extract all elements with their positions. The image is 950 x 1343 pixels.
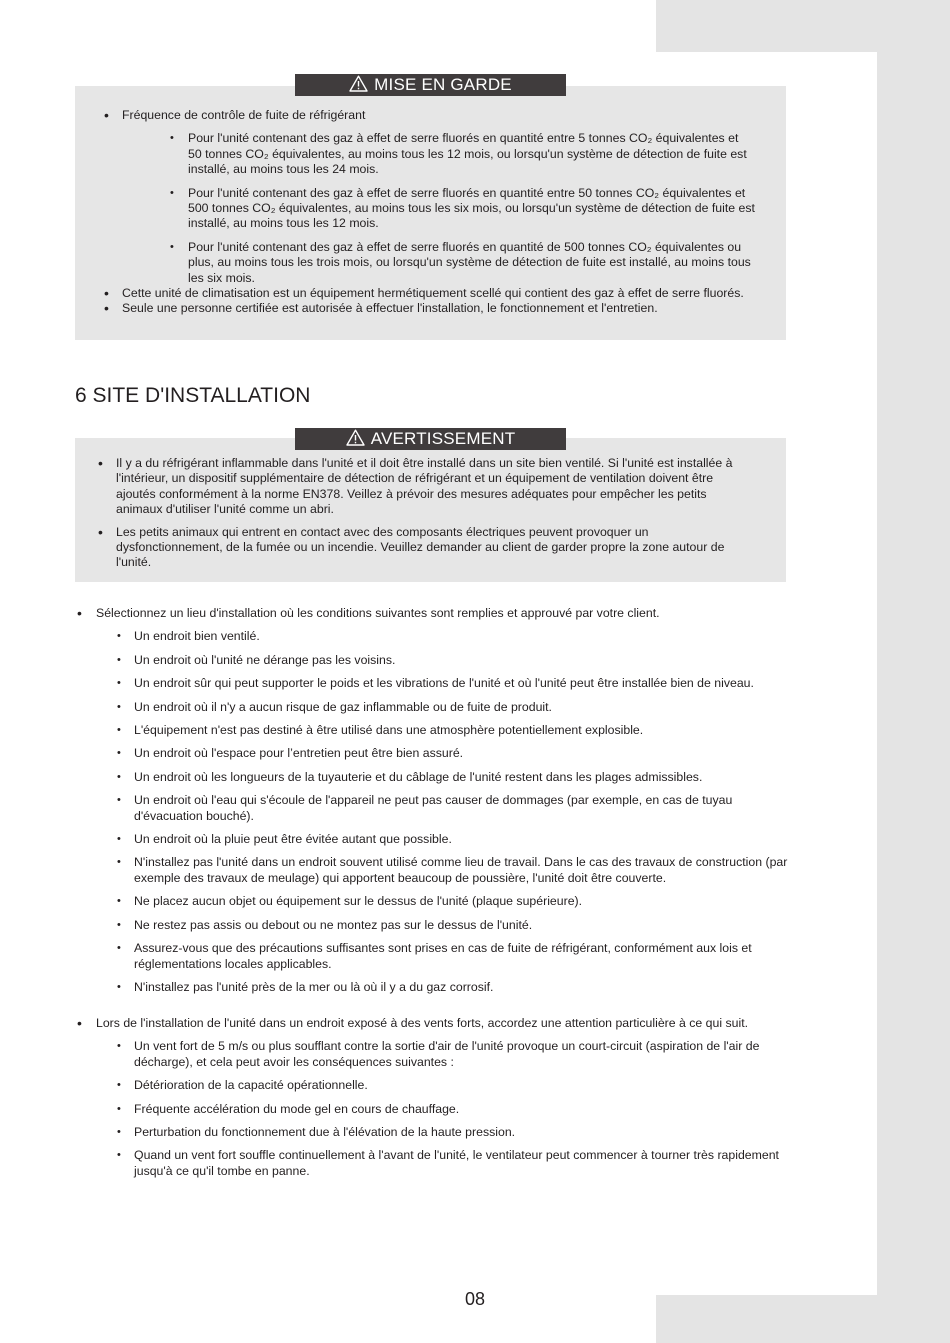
condition-item: • Un endroit où l'unité ne dérange pas les voisins. (96, 653, 795, 668)
condition-item: • Ne placez aucun objet ou équipement sur le dessus de l'unité (plaque supérieure). (96, 894, 795, 909)
condition-item: • Un endroit sûr qui peut supporter le poids et les vibrations de l'unité et où l'unité peut être installée bien de niveau. (96, 676, 795, 691)
warning-triangle-icon (346, 429, 365, 446)
page-edge-decoration (877, 0, 950, 1343)
site-conditions (75, 606, 795, 1003)
caution-header (295, 74, 566, 96)
wind-item: • Détérioration de la capacité opérationnelle. (96, 1078, 795, 1093)
site-intro: • Sélectionnez un lieu d'installation où les conditions suivantes sont remplies et approuvé par votre client. • Un endroit bien ventilé. • Un endroit où l'unité ne dérange pas les voisins. • Un endroit sûr qui peut supporter le poids et les vibrations de l'unité et où l'unité peut être installée bien de niveau. • Un endroit où il n'y a aucun risque de gaz inflammable ou de fuite de produit. • L'équipement n'est pas destiné à être utilisé dans une atmosphère potentiellement explosible. • Un endroit où l'espace pour l’entretien peut être bien assuré. • Un endroit où les longueurs de la tuyauterie et du câblage de l'unité restent dans les plages admissibles. • Un endroit où l'eau qui s'écoule de l'appareil ne peut pas causer de dommages (par exemple, en cas de tuyau d'évacuation bouché). • Un endroit où la pluie peut être évitée autant que possible. • N'installez pas l'unité dans un endroit souvent utilisé comme lieu de travail. Dans le cas des travaux de construction (par exemple des travaux de meulage) qui apportent beaucoup de poussière, l'unité doit être couverte. • Ne placez aucun objet ou équipement sur le dessus de l'unité (plaque supérieure). • Ne restez pas assis ou debout ou ne montez pas sur le dessus de l'unité. • Assurez-vous que des précautions suffisantes sont prises en cas de fuite de réfrigérant, conformément aux lois et réglementations locales applicables. • N'installez pas l'unité près de la mer ou là où il y a du gaz corrosif. (75, 606, 795, 995)
condition-item: • Un endroit où l'eau qui s'écoule de l'appareil ne peut pas causer de dommages (par exemple, en cas de tuyau d'évacuation bouché). (96, 793, 795, 824)
wind-item: • Un vent fort de 5 m/s ou plus soufflant contre la sortie d'air de l'unité provoque un court-circuit (aspiration de l'air de décharge), et cela peut avoir les conséquences suivantes : (96, 1039, 795, 1070)
condition-item: • Ne restez pas assis ou debout ou ne montez pas sur le dessus de l'unité. (96, 918, 795, 933)
wind-item: • Fréquente accélération du mode gel en cours de chauffage. (96, 1102, 795, 1117)
caution-subitem: • Pour l'unité contenant des gaz à effet de serre fluorés en quantité de 500 tonnes CO₂ équivalentes ou plus, au moins tous les trois mois, ou lorsqu'un système de détection de fuite est installé, au moins tous les six mois. (122, 240, 755, 286)
warning-header (295, 428, 566, 450)
caution-header-label: MISE EN GARDE (374, 75, 512, 94)
condition-item: • Un endroit bien ventilé. (96, 629, 795, 644)
condition-item: • N'installez pas l'unité près de la mer ou là où il y a du gaz corrosif. (96, 980, 795, 995)
section-title: 6 SITE D'INSTALLATION (75, 384, 311, 407)
condition-item: • N'installez pas l'unité dans un endroit souvent utilisé comme lieu de travail. Dans le cas des travaux de construction (par exemple des travaux de meulage) qui apportent beaucoup de poussière, l'unité doit être couverte. (96, 855, 795, 886)
warning-item: • Les petits animaux qui entrent en contact avec des composants électriques peuvent provoquer un dysfonctionnement, de la fumée ou un incendie. Veuillez demander au client de garder propre la zone autour de l'unité. (69, 525, 735, 571)
wind-item: • Perturbation du fonctionnement due à l'élévation de la haute pression. (96, 1125, 795, 1140)
condition-item: • Un endroit où l'espace pour l’entretien peut être bien assuré. (96, 746, 795, 761)
wind-item: • Quand un vent fort souffle continuellement à l'avant de l'unité, le ventilateur peut commencer à tourner très rapidement jusqu'à ce qu'il tombe en panne. (96, 1148, 795, 1179)
warning-box (75, 438, 786, 582)
condition-item: • Un endroit où la pluie peut être évitée autant que possible. (96, 832, 795, 847)
caution-box (75, 86, 786, 340)
condition-item: • Un endroit où les longueurs de la tuyauterie et du câblage de l'unité restent dans les plages admissibles. (96, 770, 795, 785)
caution-subitem: • Pour l'unité contenant des gaz à effet de serre fluorés en quantité entre 5 tonnes CO₂ équivalentes et 50 tonnes CO₂ équivalentes, au moins tous les 12 mois, ou lorsqu'un système de détection de fuite est installé, au moins tous les 24 mois. (122, 131, 755, 177)
wind-conditions (75, 1016, 795, 1187)
caution-item: • Seule une personne certifiée est autorisée à effectuer l'installation, le fonctionnement et l'entretien. (75, 301, 755, 316)
caution-subitem: • Pour l'unité contenant des gaz à effet de serre fluorés en quantité entre 50 tonnes CO₂ équivalentes et 500 tonnes CO₂ équivalentes, au moins tous les six mois, ou lorsqu'un système de détection de fuite est installé, au moins tous les 12 mois. (122, 186, 755, 232)
warning-item: • Il y a du réfrigérant inflammable dans l'unité et il doit être installé dans un site bien ventilé. Si l'unité est installée à l'intérieur, un dispositif supplémentaire de détection de réfrigérant et un équipement de ventilation doivent être ajoutés conformément à la norme EN378. Veillez à prévoir des mesures adéquates pour empêcher les petits animaux d'utiliser l'unité comme un abri. (69, 456, 735, 518)
warning-triangle-icon (349, 75, 368, 92)
page-number: 08 (464, 1289, 486, 1309)
condition-item: • Un endroit où il n'y a aucun risque de gaz inflammable ou de fuite de produit. (96, 700, 795, 715)
warning-header-label: AVERTISSEMENT (370, 429, 516, 448)
wind-intro: • Lors de l'installation de l'unité dans un endroit exposé à des vents forts, accordez une attention particulière à ce qui suit. • Un vent fort de 5 m/s ou plus soufflant contre la sortie d'air de l'unité provoque un court-circuit (aspiration de l'air de décharge), et cela peut avoir les conséquences suivantes : • Détérioration de la capacité opérationnelle. • Fréquente accélération du mode gel en cours de chauffage. • Perturbation du fonctionnement due à l'élévation de la haute pression. • Quand un vent fort souffle continuellement à l'avant de l'unité, le ventilateur peut commencer à tourner très rapidement jusqu'à ce qu'il tombe en panne. (75, 1016, 795, 1179)
condition-item: • Assurez-vous que des précautions suffisantes sont prises en cas de fuite de réfrigérant, conformément aux lois et réglementations locales applicables. (96, 941, 795, 972)
caution-item: • Cette unité de climatisation est un équipement hermétiquement scellé qui contient des gaz à effet de serre fluorés. (75, 286, 755, 301)
caution-item: • Fréquence de contrôle de fuite de réfrigérant • Pour l'unité contenant des gaz à effet de serre fluorés en quantité entre 5 tonnes CO₂ équivalentes et 50 tonnes CO₂ équivalentes, au moins tous les 12 mois, ou lorsqu'un système de détection de fuite est installé, au moins tous les 24 mois. • Pour l'unité contenant des gaz à effet de serre fluorés en quantité entre 50 tonnes CO₂ équivalentes et 500 tonnes CO₂ équivalentes, au moins tous les six mois, ou lorsqu'un système de détection de fuite est installé, au moins tous les 12 mois. • Pour l'unité contenant des gaz à effet de serre fluorés en quantité de 500 tonnes CO₂ équivalentes ou plus, au moins tous les trois mois, ou lorsqu'un système de détection de fuite est installé, au moins tous les six mois. (75, 108, 755, 286)
condition-item: • L'équipement n'est pas destiné à être utilisé dans une atmosphère potentiellement explosible. (96, 723, 795, 738)
